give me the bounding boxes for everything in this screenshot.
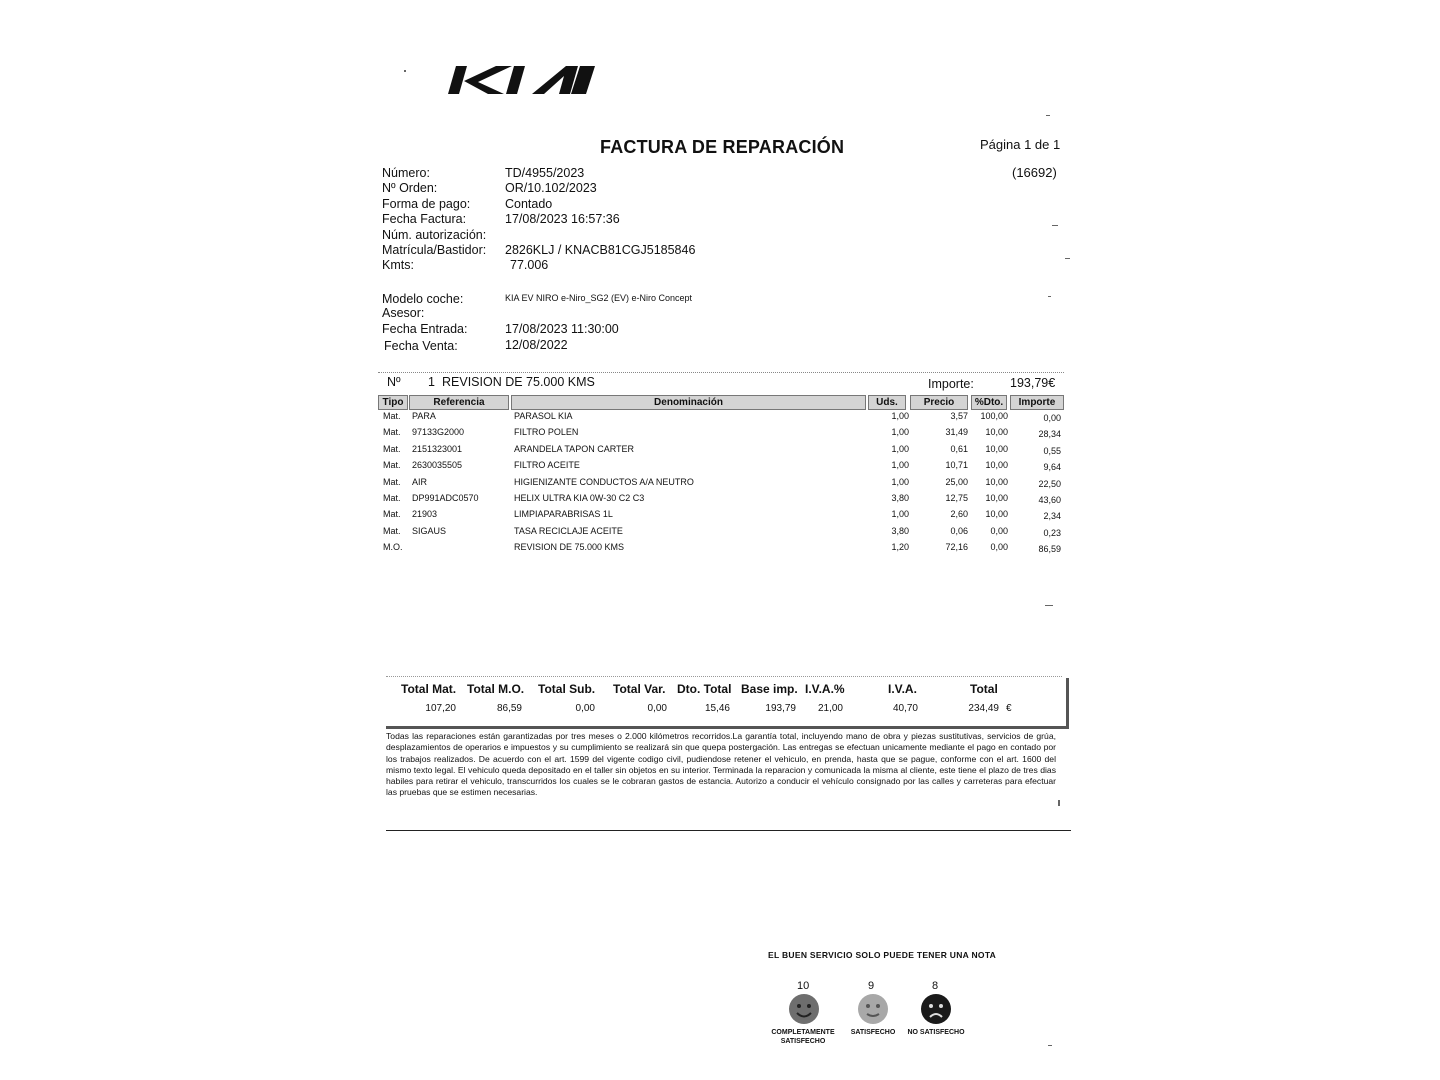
totals-header: Base imp. [741,682,798,696]
row-reference: AIR [412,476,428,487]
section-number: 1 [428,375,435,389]
row-units: 1,00 [891,460,909,471]
rating-label-10: COMPLETAMENTE SATISFECHO [771,1029,835,1045]
rating-label-8: NO SATISFECHO [907,1029,965,1036]
sale-date: 12/08/2022 [505,338,568,352]
col-header-importe: Importe [1010,395,1064,410]
row-units: 3,80 [891,493,909,503]
total-materials: 107,20 [425,703,456,714]
row-type: Mat. [383,493,401,503]
scan-speck [1048,1045,1052,1046]
very-happy-face-icon[interactable] [788,993,820,1025]
grand-total: 234,49 [968,703,999,714]
row-units: 1,20 [891,542,909,553]
table-row [378,477,1068,493]
info-label: Forma de pago: [382,197,471,211]
section-divider [378,372,1064,373]
row-amount: 0,23 [1043,527,1061,538]
row-type: M.O. [383,542,403,553]
row-amount: 2,34 [1043,511,1061,522]
scan-speck [1058,800,1060,806]
total-discount: 15,46 [704,703,730,714]
info-label: Kmts: [382,258,414,272]
row-price: 0,06 [950,525,968,536]
info-label: Modelo coche: [382,292,464,306]
row-price: 25,00 [945,476,968,487]
payment-method: Contado [505,197,553,211]
row-amount: 22,50 [1038,478,1061,489]
totals-header: Total [970,682,998,696]
total-subcontract: 0,00 [575,703,595,714]
row-description: PARASOL KIA [514,411,573,421]
sad-face-icon[interactable] [920,993,952,1025]
row-price: 2,60 [950,509,968,520]
table-row [378,526,1068,542]
row-discount: 10,00 [985,509,1008,520]
bottom-divider [386,830,1071,831]
col-header-tipo: Tipo [378,395,408,410]
row-discount: 10,00 [985,476,1008,487]
table-row [378,509,1068,525]
row-units: 3,80 [891,525,909,536]
row-price: 72,16 [945,542,968,553]
col-header-uds: Uds. [868,395,906,410]
survey-title: EL BUEN SERVICIO SOLO PUEDE TENER UNA NOTA [768,950,997,960]
scan-speck [404,70,406,72]
col-header-denominacion: Denominación [511,395,866,410]
invoice-title: FACTURA DE REPARACIÓN [600,137,845,157]
section-title: REVISION DE 75.000 KMS [442,375,595,389]
totals-header: Total Sub. [538,682,596,696]
info-label: Fecha Entrada: [382,322,468,336]
row-type: Mat. [383,443,401,454]
row-reference: 97133G2000 [412,427,465,438]
row-description: ARANDELA TAPON CARTER [514,443,635,454]
row-type: Mat. [383,427,401,438]
info-label: Número: [382,166,430,180]
row-discount: 0,00 [990,542,1008,553]
col-header-dto: %Dto. [971,395,1007,410]
mileage: 77.006 [510,258,549,272]
totals-header: I.V.A.% [805,682,845,696]
scan-speck [1052,225,1058,226]
table-row [378,493,1068,509]
car-model: KIA EV NIRO e-Niro_SG2 (EV) e-Niro Concept [505,293,693,303]
row-units: 1,00 [891,427,909,438]
kia-logo [440,60,605,102]
row-reference: DP991ADC0570 [412,493,479,503]
row-description: HELIX ULTRA KIA 0W-30 C2 C3 [514,493,645,503]
row-description: TASA RECICLAJE ACEITE [514,525,623,536]
invoice-date: 17/08/2023 16:57:36 [505,212,620,226]
table-row [378,427,1068,443]
info-label: Núm. autorización: [382,228,487,242]
total-labor: 86,59 [496,703,522,714]
row-type: Mat. [383,476,401,487]
entry-date: 17/08/2023 11:30:00 [505,322,619,336]
row-amount: 9,64 [1043,462,1061,473]
row-discount: 10,00 [985,443,1008,454]
info-label: Asesor: [382,306,425,320]
row-type: Mat. [383,411,401,421]
section-amount: 193,79€ [1010,376,1056,390]
totals-divider [386,676,1062,677]
table-row [378,444,1068,460]
scan-speck [1046,115,1050,116]
row-price: 0,61 [950,443,968,454]
score-10: 10 [797,980,810,992]
row-type: Mat. [383,509,401,520]
row-units: 1,00 [891,509,909,520]
info-label: Nº Orden: [382,181,438,195]
plate-vin: 2826KLJ / KNACB81CGJ5185846 [505,243,696,257]
info-label: Fecha Venta: [384,339,458,353]
legal-conditions: Todas las reparaciones están garantizadas por tres meses o 2.000 kilómetros recorridos.La garantía total, incluyendo mano de obra y piezas sustitutivas, servicios de grúa, desplazamientos de operarios e impuestos y su cumplimiento se realizará sin que quepa postergación. Las entregas se efectuan unicamente mediante el pago en contado por los trabajos realizados. De acuerdo con el art. 1599 del vigente codigo civil, pudiendose retener el vehiculo, en prenda, hasta que se pague, conforme con el art. 1600 del mismo texto legal. El vehiculo queda depositado en el taller sin objetos en su interior. Terminada la reparacion y comunicada la misma al cliente, este tiene el plazo de tres dias habiles para retirar el vehiculo, transcurridos los cuales se le cobraran gastos de estancia. Autorizo a conducir el vehículo consignado por las calles y carreteras para efectuar las pruebas que se estimen necesarias. [386,731,1056,798]
row-amount: 43,60 [1038,495,1061,505]
document-code: (16692) [1012,165,1057,180]
row-discount: 100,00 [980,411,1008,421]
row-reference: 2151323001 [412,443,463,454]
score-9: 9 [868,980,875,992]
row-description: REVISION DE 75.000 KMS [514,542,625,553]
scan-speck [1048,296,1051,297]
row-discount: 10,00 [985,460,1008,471]
scan-speck [1065,258,1070,259]
row-description: FILTRO ACEITE [514,460,580,471]
row-discount: 0,00 [990,525,1008,536]
info-label: Fecha Factura: [382,212,467,226]
info-label: Matrícula/Bastidor: [382,243,487,257]
vat-rate: 21,00 [817,703,843,714]
row-price: 3,57 [950,411,968,421]
score-8: 8 [932,980,939,992]
row-units: 1,00 [891,476,909,487]
row-reference: SIGAUS [412,525,447,536]
row-description: LIMPIAPARABRISAS 1L [514,509,613,520]
row-price: 10,71 [945,460,968,471]
row-price: 12,75 [945,493,968,503]
invoice-number: TD/4955/2023 [505,166,585,180]
col-header-precio: Precio [910,395,968,410]
section-number-label: Nº [387,375,401,389]
row-amount: 0,00 [1043,413,1061,423]
row-discount: 10,00 [985,427,1008,438]
rating-label-9: SATISFECHO [850,1029,896,1036]
tax-base: 193,79 [765,703,796,714]
row-reference: PARA [412,411,436,421]
totals-header: Total Var. [613,682,666,696]
row-units: 1,00 [891,443,909,454]
scan-speck [1045,605,1053,606]
row-amount: 0,55 [1043,445,1061,456]
row-amount: 86,59 [1038,544,1061,555]
totals-header: I.V.A. [888,682,917,696]
totals-header: Dto. Total [677,682,732,696]
currency-symbol: € [1006,703,1012,714]
row-reference: 21903 [412,509,438,520]
col-header-referencia: Referencia [409,395,509,410]
vat-amount: 40,70 [892,703,918,714]
total-various: 0,00 [647,703,667,714]
happy-face-icon[interactable] [857,993,889,1025]
table-row [378,542,1068,558]
row-description: FILTRO POLEN [514,427,579,438]
table-row [378,411,1068,427]
table-row [378,460,1068,476]
row-reference: 2630035505 [412,460,463,471]
row-type: Mat. [383,460,401,471]
row-discount: 10,00 [985,493,1008,503]
row-units: 1,00 [891,411,909,421]
page-info: Página 1 de 1 [980,137,1061,152]
row-amount: 28,34 [1038,429,1061,440]
row-type: Mat. [383,525,401,536]
row-description: HIGIENIZANTE CONDUCTOS A/A NEUTRO [514,476,694,487]
totals-header: Total M.O. [467,682,525,696]
section-amount-label: Importe: [928,377,974,391]
totals-header: Total Mat. [401,682,457,696]
row-price: 31,49 [945,427,968,438]
order-number: OR/10.102/2023 [505,181,597,195]
